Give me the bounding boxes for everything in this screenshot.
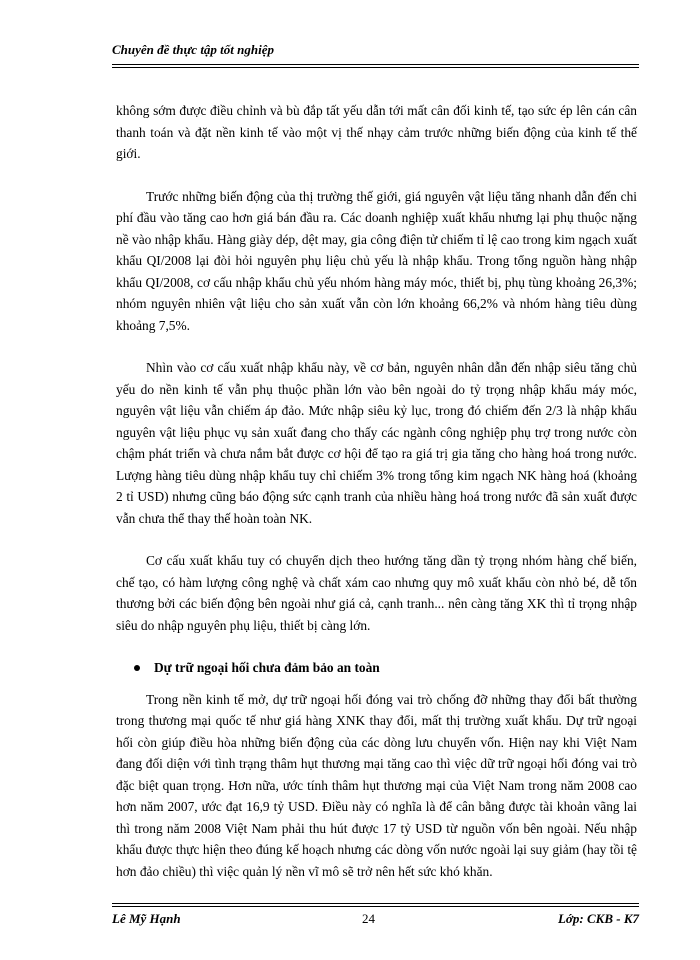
page-header-title: Chuyên đề thực tập tốt nghiệp — [112, 42, 274, 57]
footer-class: Lớp: CKB - K7 — [557, 911, 639, 926]
paragraph-3: Nhìn vào cơ cấu xuất nhập khẩu này, về cơ bản, nguyên nhân dẫn đến nhập siêu tăng chủ yếu do nền kinh tế vẫn phụ thuộc phần lớn vào bên ngoài do tỷ trọng nhập khẩu máy móc, nguyên vật liệu vẫn chiếm áp đảo. Mức nhập siêu kỷ lục, trong đó chiếm đến 2/3 là nhập khẩu nguyên vật liệu phục vụ sản xuất đang cho thấy các ngành công nghiệp phụ trợ trong nước còn chậm phát triển và chưa nắm bắt được cơ hội để tạo ra giá trị gia tăng cho hàng hoá trong nước. Lượng hàng tiêu dùng nhập khẩu tuy chỉ chiếm 3% trong tổng kim ngạch NK hàng hoá (khoảng 2 tỉ USD) nhưng cũng báo động sức cạnh tranh của nhiều hàng hoá trong nước đã sản xuất được vẫn chưa thể thay thế hoàn toàn NK. — [116, 360, 637, 526]
page-number: 24 — [362, 911, 375, 926]
document-body — [116, 100, 637, 903]
paragraph-4: Cơ cấu xuất khẩu tuy có chuyển dịch theo hướng tăng dần tỷ trọng nhóm hàng chế biến, chế tạo, có hàm lượng công nghệ và chất xám cao nhưng quy mô xuất khẩu còn nhỏ bé, dễ tổn thương bởi các biến động bên ngoài như giá cả, cạnh tranh... nên càng tăng XK thì tỉ trọng nhập siêu do nhập nguyên phụ liệu, thiết bị càng lớn. — [116, 553, 637, 633]
section-heading-text: Dự trữ ngoại hối chưa đảm bảo an toàn — [154, 660, 380, 675]
paragraph-1: không sớm được điều chỉnh và bù đắp tất yếu dẫn tới mất cân đối kinh tế, tạo sức ép lên cán cân thanh toán và đặt nền kinh tế vào một vị thế nhạy cảm trước những biến động của kinh tế thế giới. — [116, 103, 637, 161]
header-divider — [112, 64, 639, 68]
paragraph-5: Trong nền kinh tế mở, dự trữ ngoại hối đóng vai trò chống đỡ những thay đổi bất thường trong thương mại quốc tế như giá hàng XNK thay đổi, mất thị trường xuất khẩu. Dự trữ ngoại hối còn giúp điều hòa những biến động của các dòng lưu chuyển vốn. Hiện nay khi Việt Nam đang đối diện với tình trạng thâm hụt thương mại tăng cao thì việc dữ trữ ngoại hối đóng vai trò đặc biệt quan trọng. Hơn nữa, ước tính thâm hụt thương mại của Việt Nam trong năm 2008 cao hơn năm 2007, ước đạt 16,9 tỷ USD. Điều này có nghĩa là để cân bằng được tài khoản vãng lai thì trong năm 2008 Việt Nam phải thu hút được 17 tỷ USD từ nguồn vốn bên ngoài. Nếu nhập khẩu được thực hiện theo đúng kế hoạch nhưng các dòng vốn nước ngoài lại suy giảm (hay tồi tệ hơn đảo chiều) thì việc quản lý nền vĩ mô sẽ trở nên hết sức khó khăn. — [116, 691, 637, 879]
paragraph-2: Trước những biến động của thị trường thế giới, giá nguyên vật liệu tăng nhanh dẫn đến chi phí đầu vào tăng cao hơn giá bán đầu ra. Các doanh nghiệp xuất khẩu nhưng lại phụ thuộc nặng nề vào nhập khẩu. Hàng giày dép, dệt may, gia công điện tử chiếm tỉ lệ cao trong kim ngạch xuất khẩu QI/2008 lại đòi hỏi nguyên phụ liệu chủ yếu là nhập khẩu. Trong tổng nguồn hàng nhập khẩu QI/2008, cơ cấu nhập khẩu chủ yếu nhóm hàng máy móc, thiết bị, phụ tùng khoảng 26,3%; nhóm nguyên nhiên vật liệu cho sản xuất vẫn còn lớn khoảng 66,2% và nhóm hàng tiêu dùng khoảng 7,5%. — [116, 188, 637, 333]
section-heading — [116, 657, 637, 679]
bullet-icon — [134, 665, 140, 671]
footer-divider — [112, 903, 639, 907]
footer-author: Lê Mỹ Hạnh — [112, 911, 181, 926]
